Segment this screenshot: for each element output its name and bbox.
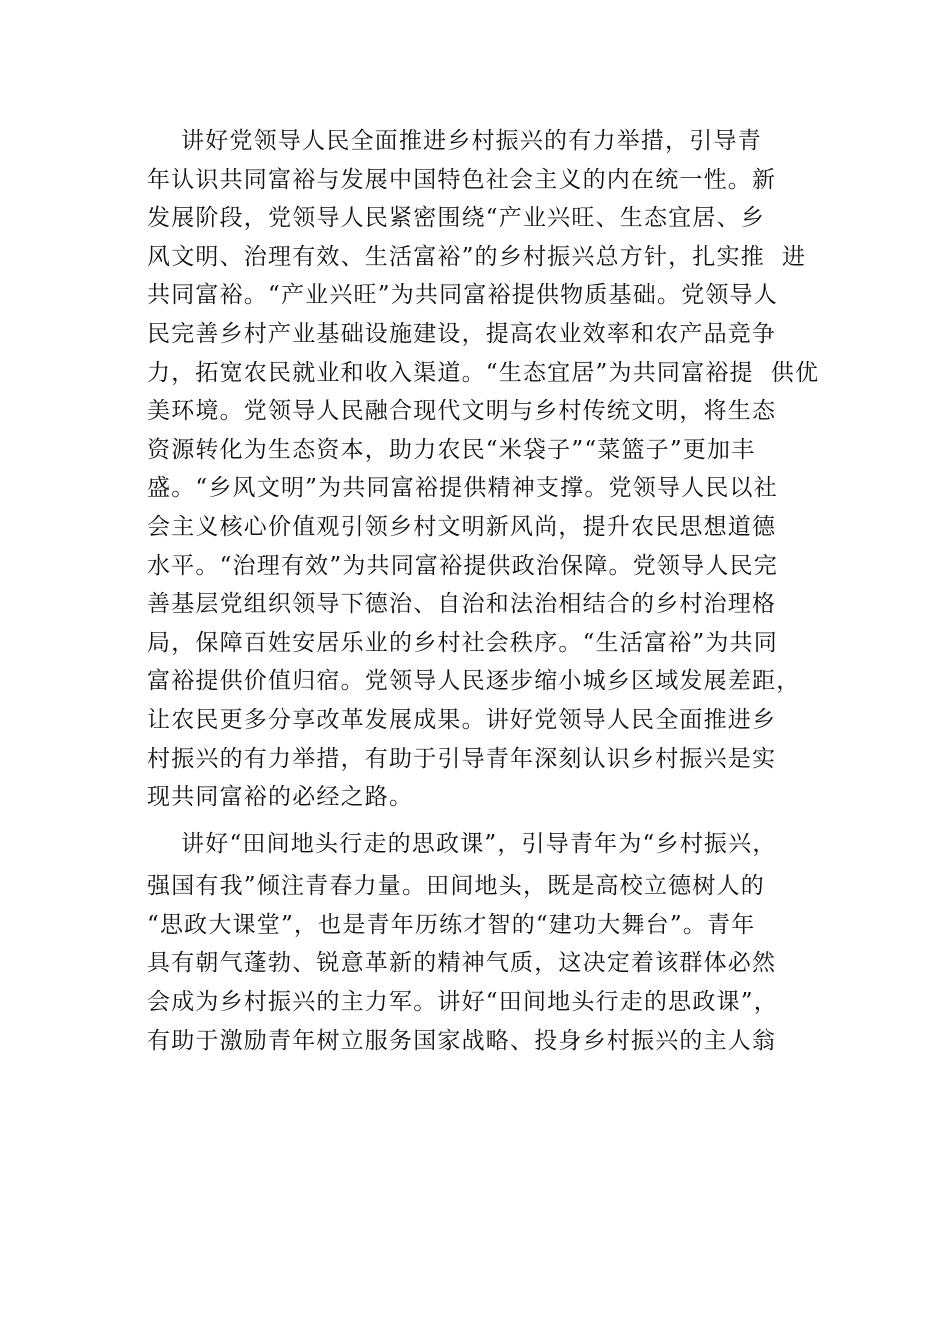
text-line: 富裕提供价值归宿。党领导人民逐步缩小城乡区域发展差距， <box>147 668 801 695</box>
text-line: 共同富裕。“产业兴旺”为共同富裕提供物质基础。党领导人 <box>147 282 778 309</box>
text-line: 盛。“乡风文明”为共同富裕提供精神支撑。党领导人民以社 <box>147 475 778 502</box>
text-line: 发展阶段，党领导人民紧密围绕“产业兴旺、生态宜居、乡 <box>147 205 765 232</box>
text-line: 美环境。党领导人民融合现代文明与乡村传统文明，将生态 <box>147 398 777 425</box>
paragraph-2 <box>147 825 807 1061</box>
text-line: 年认识共同富裕与发展中国特色社会主义的内在统一性。新 <box>147 166 777 193</box>
text-line: “思政大课堂”，也是青年历练才智的“建功大舞台”。青年 <box>147 911 756 938</box>
text-line: 资源转化为生态资本，助力农民“米袋子”“菜篮子”更加丰 <box>147 436 756 463</box>
text-line: 力，拓宽农民就业和收入渠道。“生态宜居”为共同富裕提 供优 <box>147 359 820 386</box>
text-line: 村振兴的有力举措，有助于引导青年深刻认识乡村振兴是实 <box>147 745 777 772</box>
text-line: 让农民更多分享改革发展成果。讲好党领导人民全面推进乡 <box>147 706 777 733</box>
document-body <box>147 122 820 1060</box>
text-line: 民完善乡村产业基础设施建设，提高农业效率和农产品竞争 <box>147 320 777 347</box>
text-line: 现共同富裕的必经之路。 <box>147 784 414 811</box>
text-line: 讲好党领导人民全面推进乡村振兴的有力举措，引导青 <box>147 128 762 154</box>
text-line: 会成为乡村振兴的主力军。讲好“田间地头行走的思政课”， <box>147 989 778 1016</box>
text-line: 强国有我”倾注青春力量。田间地头，既是高校立德树人的 <box>147 873 765 900</box>
text-line: 会主义核心价值观引领乡村文明新风尚，提升农民思想道德 <box>147 513 777 540</box>
text-line: 具有朝气蓬勃、锐意革新的精神气质，这决定着该群体必然 <box>147 950 777 977</box>
text-line: 局，保障百姓安居乐业的乡村社会秩序。“生活富裕”为共同 <box>147 629 778 656</box>
paragraph-1 <box>147 122 820 817</box>
text-line: 有助于激励青年树立服务国家战略、投身乡村振兴的主人翁 <box>147 1027 777 1054</box>
text-line: 水平。“治理有效”为共同富裕提供政治保障。党领导人民完 <box>147 552 778 579</box>
text-line: 善基层党组织领导下德治、自治和法治相结合的乡村治理格 <box>147 591 777 618</box>
text-line: 讲好“田间地头行走的思政课”，引导青年为“乡村振兴， <box>147 830 777 857</box>
text-line: 风文明、治理有效、生活富裕”的乡村振兴总方针，扎实推 进 <box>147 243 807 270</box>
